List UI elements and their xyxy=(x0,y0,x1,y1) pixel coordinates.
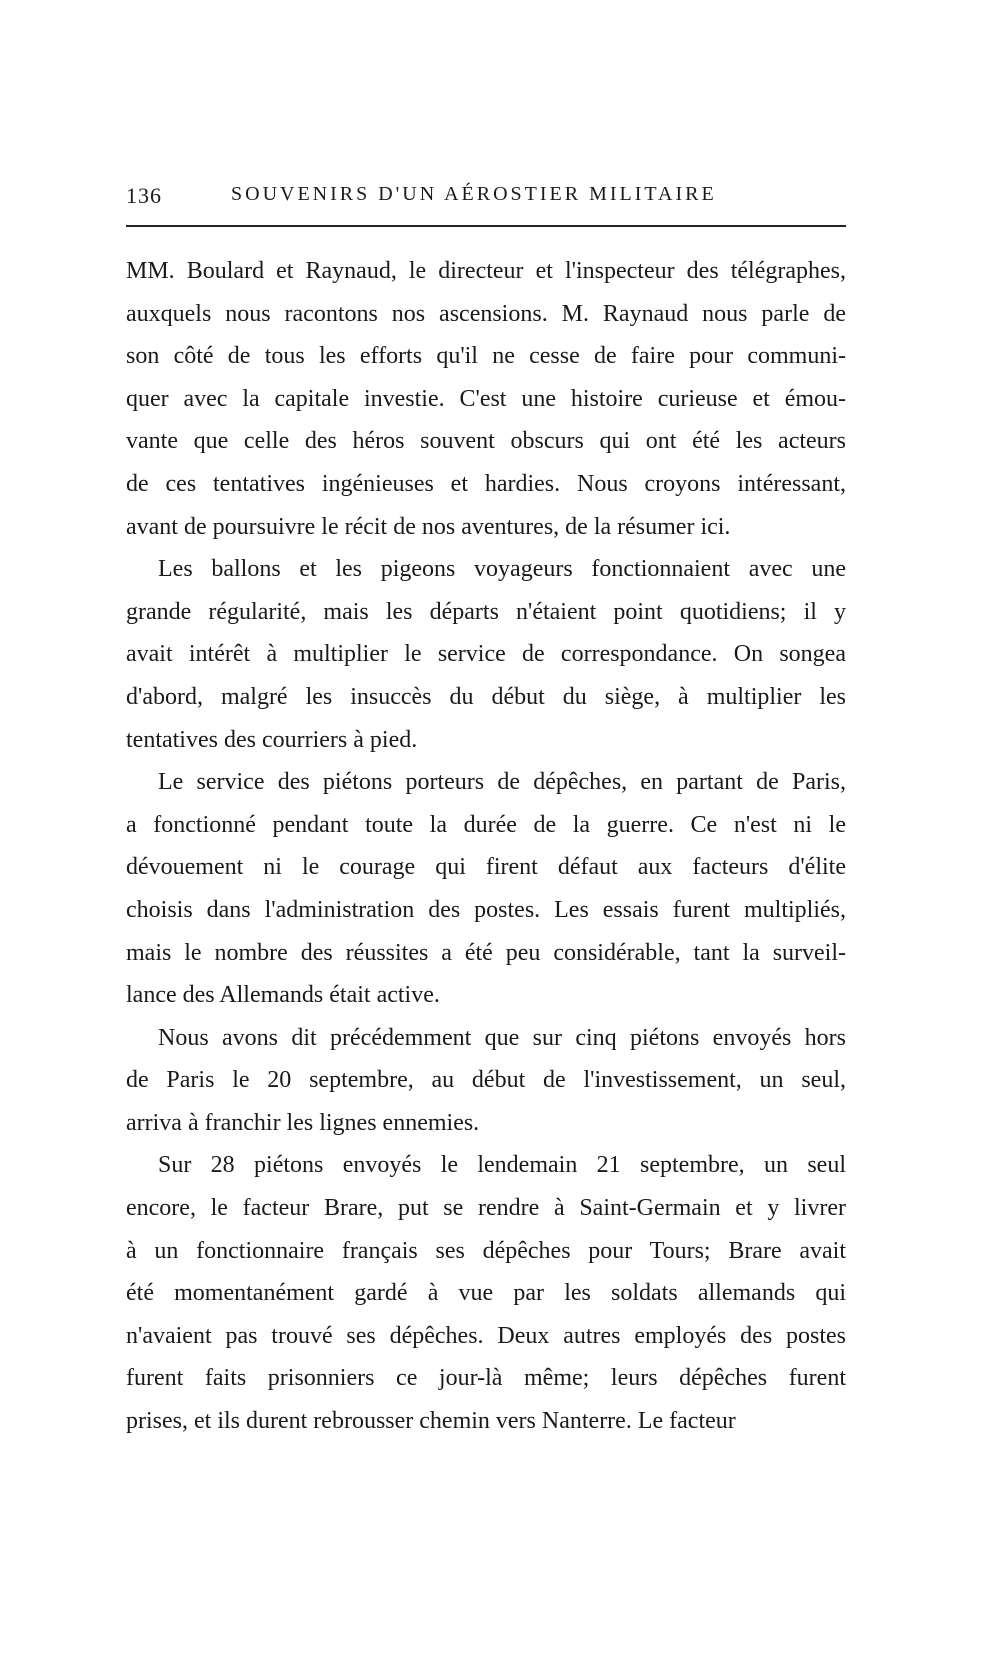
text-line: de Paris le 20 septembre, au début de l'investissement, un seul, xyxy=(126,1067,846,1094)
text-line: auxquels nous racontons nos ascensions. M. Raynaud nous parle de xyxy=(126,300,846,327)
text-line: d'abord, malgré les insuccès du début du siège, à multiplier les xyxy=(126,683,846,710)
text-line: choisis dans l'administration des postes. Les essais furent multipliés, xyxy=(126,896,846,923)
page-number: 136 xyxy=(126,183,162,208)
text-line: prises, et ils durent rebrousser chemin vers Nanterre. Le facteur xyxy=(126,1408,736,1435)
page-header xyxy=(126,183,846,217)
text-line: à un fonctionnaire français ses dépêches pour Tours; Brare avait xyxy=(126,1237,846,1264)
text-line: son côté de tous les efforts qu'il ne cesse de faire pour communi- xyxy=(126,343,846,370)
text-line: dévouement ni le courage qui firent défaut aux facteurs d'élite xyxy=(126,854,846,881)
text-line: arriva à franchir les lignes ennemies. xyxy=(126,1109,480,1136)
text-line: avait intérêt à multiplier le service de correspondance. On songea xyxy=(126,641,846,668)
text-line: mais le nombre des réussites a été peu considérable, tant la surveil- xyxy=(126,939,846,966)
text-line: Le service des piétons porteurs de dépêches, en partant de Paris, xyxy=(158,769,846,796)
paragraph xyxy=(126,761,846,1017)
text-line: tentatives des courriers à pied. xyxy=(126,726,418,753)
paragraph xyxy=(126,250,846,548)
text-line: grande régularité, mais les départs n'étaient point quotidiens; il y xyxy=(126,598,846,625)
text-line: encore, le facteur Brare, put se rendre à Saint-Germain et y livrer xyxy=(126,1195,846,1222)
header-rule xyxy=(126,225,846,227)
text-line: été momentanément gardé à vue par les soldats allemands qui xyxy=(126,1280,846,1307)
text-line: de ces tentatives ingénieuses et hardies. Nous croyons intéressant, xyxy=(126,470,846,497)
text-line: Nous avons dit précédemment que sur cinq piétons envoyés hors xyxy=(158,1024,846,1051)
paragraph xyxy=(126,1144,846,1442)
text-line: quer avec la capitale investie. C'est une histoire curieuse et émou- xyxy=(126,385,846,412)
paragraph xyxy=(126,548,846,761)
text-line: Les ballons et les pigeons voyageurs fonctionnaient avec une xyxy=(158,556,846,583)
text-line: Sur 28 piétons envoyés le lendemain 21 septembre, un seul xyxy=(158,1152,846,1179)
text-line: lance des Allemands était active. xyxy=(126,982,440,1009)
body-text xyxy=(126,250,846,1443)
text-line: MM. Boulard et Raynaud, le directeur et l'inspecteur des télégraphes, xyxy=(126,258,846,284)
text-line: a fonctionné pendant toute la durée de la guerre. Ce n'est ni le xyxy=(126,811,846,838)
paragraph xyxy=(126,1017,846,1145)
text-line: n'avaient pas trouvé ses dépêches. Deux autres employés des postes xyxy=(126,1322,846,1349)
text-line: vante que celle des héros souvent obscurs qui ont été les acteurs xyxy=(126,428,846,455)
running-title: SOUVENIRS D'UN AÉROSTIER MILITAIRE xyxy=(231,183,717,205)
text-line: avant de poursuivre le récit de nos aventures, de la résumer ici. xyxy=(126,513,731,540)
text-line: furent faits prisonniers ce jour-là même; leurs dépêches furent xyxy=(126,1365,846,1392)
